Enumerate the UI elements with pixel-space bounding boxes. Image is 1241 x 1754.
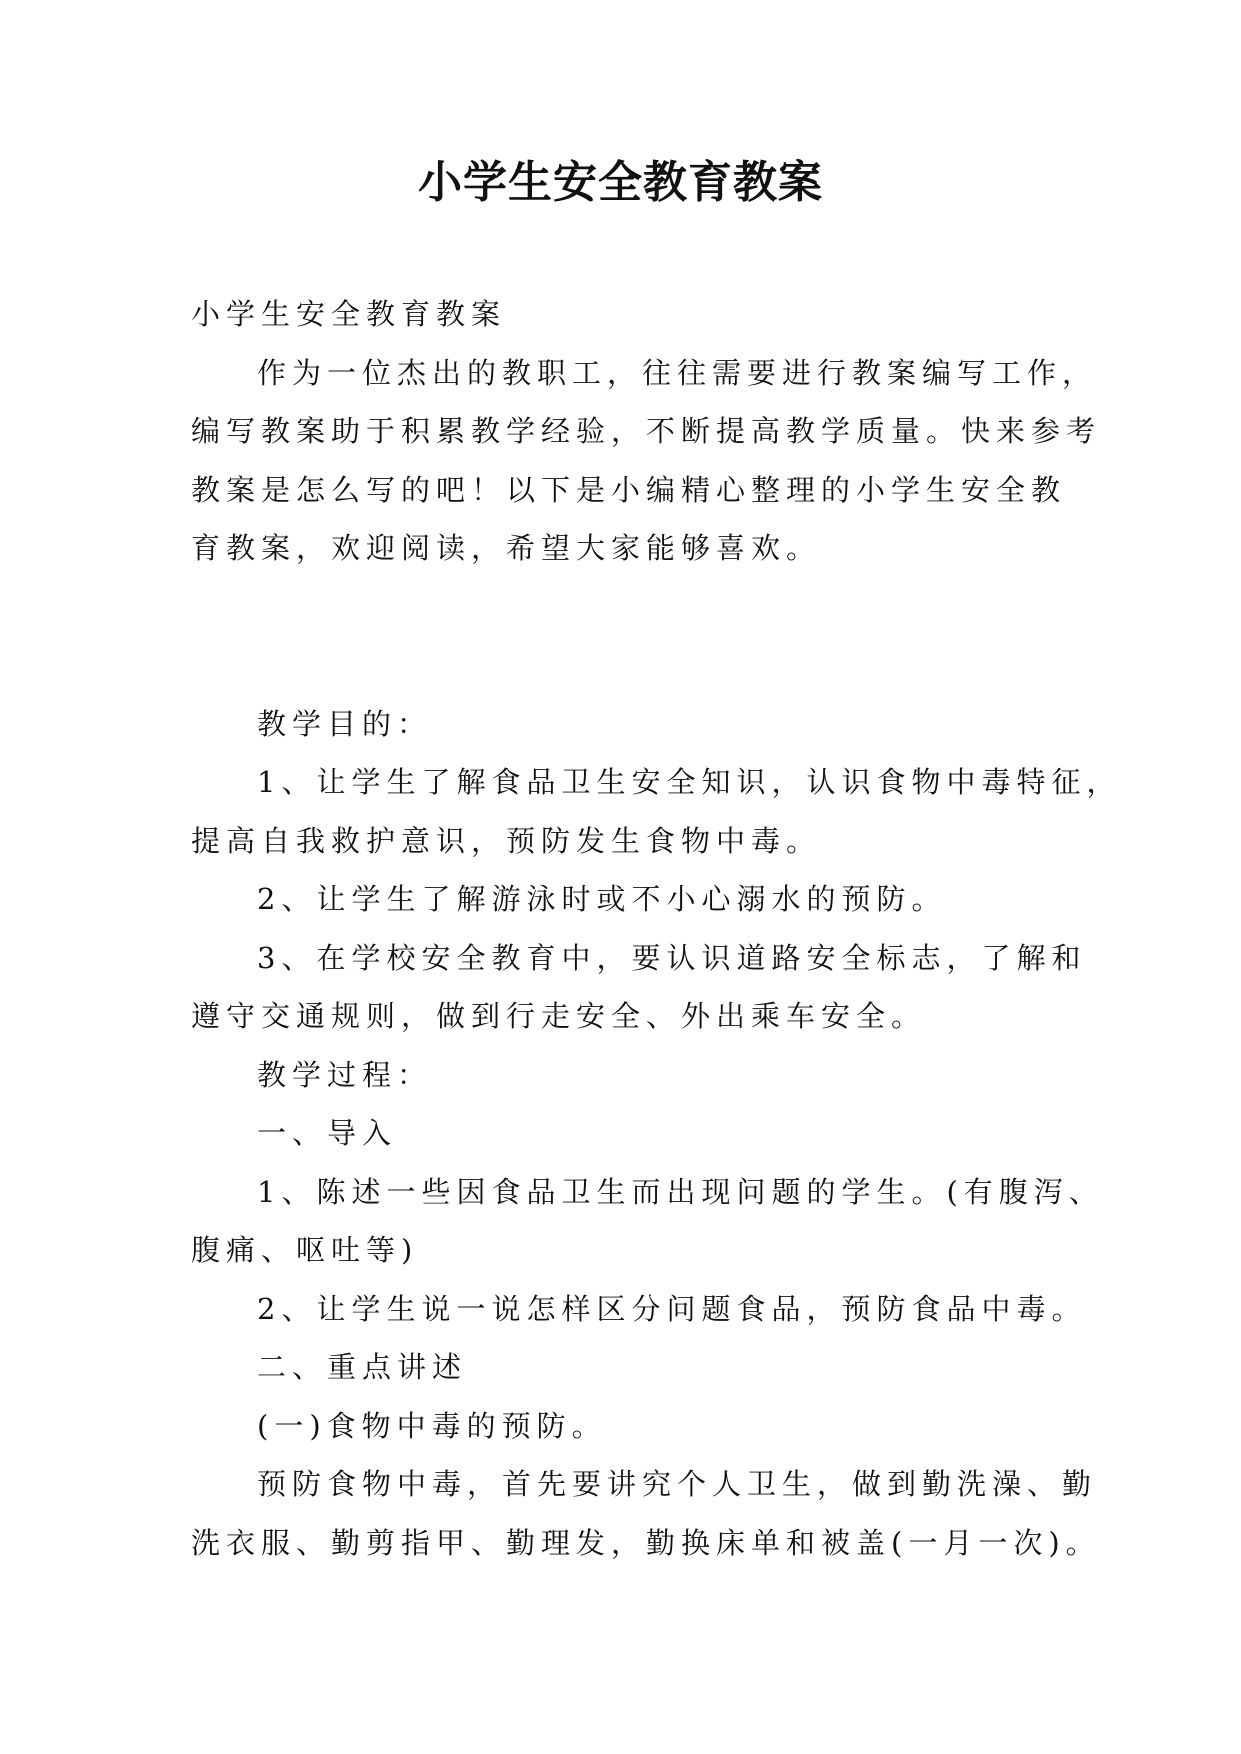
intro-paragraph-line: 编写教案助于积累教学经验，不断提高教学质量。快来参考: [191, 414, 1102, 448]
goal-item-3-line: 3、在学校安全教育中，要认识道路安全标志，了解和: [257, 940, 1087, 975]
goal-item-2: 2、让学生了解游泳时或不小心溺水的预防。: [257, 882, 947, 916]
section-1-heading: 一、导入: [257, 1116, 398, 1150]
intro-item-2: 2、让学生说一说怎样区分问题食品，预防食品中毒。: [257, 1291, 1087, 1326]
intro-item-1-line: 1、陈述一些因食品卫生而出现问题的学生。(有腹泻、: [257, 1174, 1104, 1209]
goal-item-1-line: 1、让学生了解食品卫生安全知识，认识食物中毒特征，: [257, 765, 1122, 799]
intro-paragraph-line: 教案是怎么写的吧！以下是小编精心整理的小学生安全教: [191, 472, 1067, 507]
prevention-paragraph-line: 预防食物中毒，首先要讲究个人卫生，做到勤洗澡、勤: [257, 1467, 1098, 1501]
section-2-heading: 二、重点讲述: [257, 1350, 468, 1384]
intro-item-1-line: 腹痛、呕吐等): [191, 1233, 419, 1267]
paragraph-spacer: [191, 578, 1061, 695]
prevention-paragraph-line: 洗衣服、勤剪指甲、勤理发，勤换床单和被盖(一月一次)。: [191, 1525, 1101, 1560]
goal-item-3-line: 遵守交通规则，做到行走安全、外出乘车安全。: [191, 999, 927, 1033]
document-subtitle: 小学生安全教育教案: [191, 297, 507, 331]
process-heading: 教学过程：: [257, 1057, 433, 1092]
intro-paragraph-line: 作为一位杰出的教职工，往往需要进行教案编写工作，: [257, 355, 1098, 390]
subsection-1-heading: (一)食物中毒的预防。: [257, 1408, 607, 1443]
document-body: [191, 285, 1122, 1572]
document-title: 小学生安全教育教案: [418, 157, 823, 208]
intro-paragraph-line: 育教案，欢迎阅读，希望大家能够喜欢。: [191, 531, 822, 565]
goals-heading: 教学目的：: [257, 706, 433, 741]
goal-item-1-line: 提高自我救护意识，预防发生食物中毒。: [191, 823, 822, 858]
